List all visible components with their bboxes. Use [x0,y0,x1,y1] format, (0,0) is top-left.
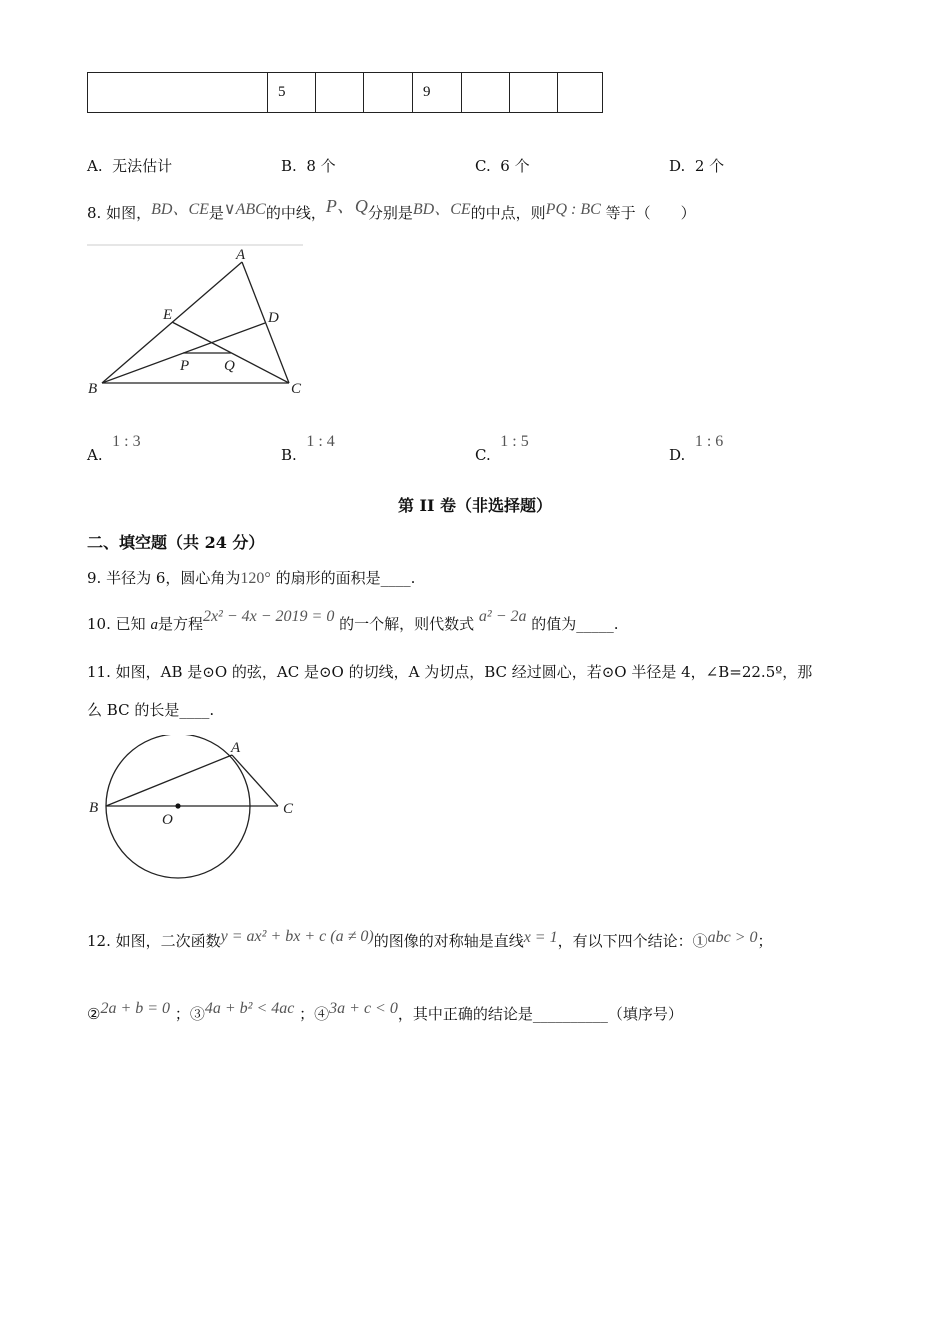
label-b: B [88,381,98,397]
q10-stem: 10. 已知 a是方程2x² − 4x − 2019 = 0 的一个解，则代数式 a² − 2a 的值为_____. [87,608,619,633]
label-o: O [162,812,173,828]
table-cell [558,73,603,113]
segment-ac [242,262,289,383]
label-p: P [180,358,190,374]
label-e: E [163,307,173,323]
label-a: A [231,740,241,756]
q8-option-c: C. 1 : 5 [475,433,529,464]
q9-stem: 9. 半径为 6，圆心角为120° 的扇形的面积是____. [87,569,416,587]
segment-ac [232,755,278,806]
section-title: 第 II 卷（非选择题） [397,496,553,515]
q7-option-a: A. 无法估计 [87,157,173,175]
label-b: B [89,800,99,816]
table-cell [88,73,268,113]
q8-option-b: B. 1 : 4 [281,433,335,464]
table-cell [510,73,558,113]
part2-heading: 二、填空题（共 24 分） [87,533,265,552]
table-row [88,73,603,113]
q11-stem-line1: 11. 如图，AB 是⊙O 的弦，AC 是⊙O 的切线，A 为切点，BC 经过圆心，若⊙O 半径是 4，∠B=22.5º，那 [87,663,813,681]
table-cell: 5 [268,73,316,113]
q12-stem-line2: ②2a + b = 0 ；③4a + b² < 4ac ；④3a + c < 0，其中正确的结论是__________（填序号） [87,1000,683,1023]
center-dot [175,803,180,808]
segment-ab [106,755,232,806]
q8-option-d: D. 1 : 6 [669,433,724,464]
q12-stem-line1: 12. 如图，二次函数y = ax² + bx + c (a ≠ 0)的图像的对称轴是直线x = 1，有以下四个结论：①abc > 0； [87,928,773,950]
q11-circle-figure [85,735,310,885]
q8-triangle-figure [87,243,307,403]
q7-option-b: B. 8 个 [281,157,336,175]
table-cell: 9 [413,73,462,113]
table-cell [316,73,364,113]
table-cell [462,73,510,113]
tally-table [87,72,603,113]
label-q: Q [224,358,235,374]
q7-option-d: D. 2 个 [669,157,725,175]
q11-stem-line2: 么 BC 的长是____. [87,701,215,719]
q8-stem: 8. 如图，BD、CE是∨ABC的中线，P、Q分别是BD、CE的中点，则PQ : BC 等于（ ） [87,196,696,222]
label-c: C [291,381,302,397]
q8-option-a: A. 1 : 3 [87,433,141,464]
table-cell [364,73,413,113]
label-a: A [236,247,246,263]
label-c: C [283,801,294,817]
label-d: D [268,310,279,326]
q7-option-c: C. 6 个 [475,157,530,175]
